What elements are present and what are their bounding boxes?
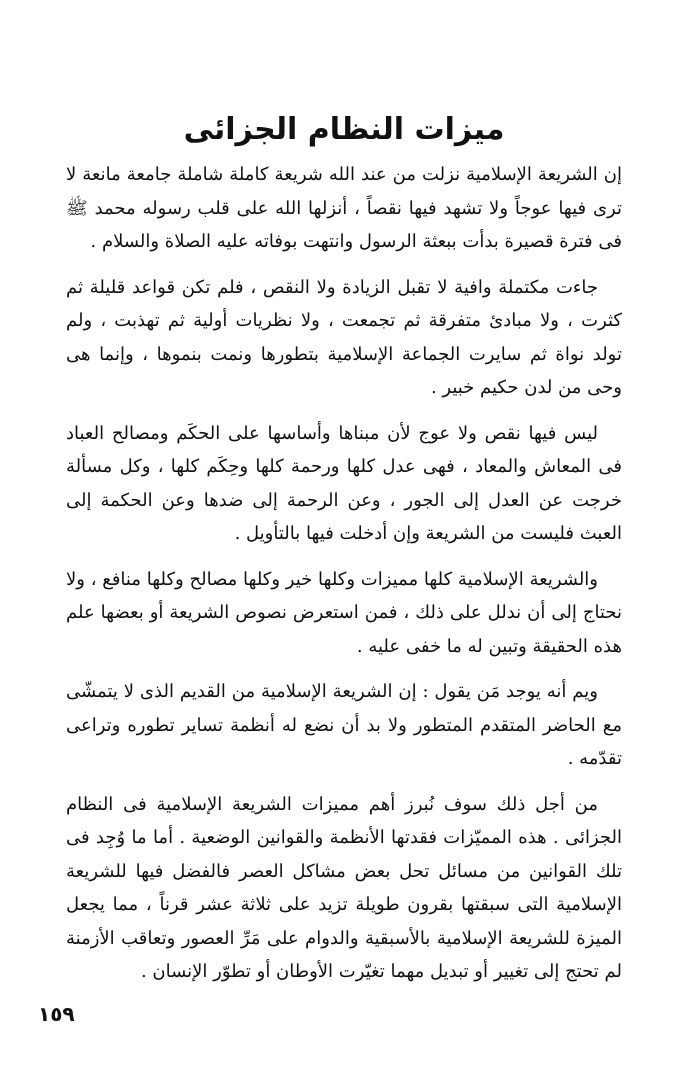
paragraph: والشريعة الإسلامية كلها مميزات وكلها خير وكلها مصالح وكلها منافع ، ولا نحتاج إلى أن ندلل على ذلك ، فمن استعرض نصوص الشريعة أو بعضها علم هذه الحقيقة وتبين له ما خفى عليه . — [66, 568, 622, 657]
page-number: ١٥٩ — [38, 1002, 75, 1026]
paragraph: من أجل ذلك سوف نُبرز أهم مميزات الشريعة الإسلامية فى النظام الجزائى . هذه المميّزات فقدتها الأنظمة والقوانين الوضعية . أما ما وُجِد فى تلك القوانين من مسائل تحل بعض مشاكل العصر فالفضل فيها للشريعة الإسلامية التى سبقتها بقرون طويلة تزيد على ثلاثة عشر قرناً ، مما يجعل الميزة للشريعة الإسلامية بالأسبقية والدوام على مَرِّ العصور وتعاقب الأزمنة لم تحتج إلى تغيير أو تبديل مهما تغيّرت الأوطان أو تطوّر الإنسان . — [66, 793, 622, 982]
paragraph: إن الشريعة الإسلامية نزلت من عند الله شريعة كاملة شاملة جامعة مانعة لا ترى فيها عوجاً ولا تشهد فيها نقصاً ، أنزلها الله على قلب رسوله محمد ﷺ فى فترة قصيرة بدأت ببعثة الرسول وانتهت بوفاته عليه الصلاة والسلام . — [66, 164, 622, 252]
document-page — [66, 108, 622, 1068]
page-title: ميزات النظام الجزائى — [183, 112, 505, 147]
paragraph: جاءت مكتملة وافية لا تقبل الزيادة ولا النقص ، فلم تكن قواعد قليلة ثم كثرت ، ولا مبادئ متفرقة ثم تجمعت ، ولا نظريات أولية ثم تهذبت ، ولم تولد نواة ثم سايرت الجماعة الإسلامية بتطورها ونمت بنموها ، وإنما هى وحى من لدن حكيم خبير . — [66, 276, 622, 398]
paragraph: ويم أنه يوجد مَن يقول : إن الشريعة الإسلامية من القديم الذى لا يتمشّى مع الحاضر المتقدم المتطور ولا بد أن نضع له أنظمة تساير تطوره وتراعى تقدّمه . — [66, 681, 622, 769]
paragraph: ليس فيها نقص ولا عوج لأن مبناها وأساسها على الحكَم ومصالح العباد فى المعاش والمعاد ، فهى عدل كلها ورحمة كلها وحِكَم كلها ، وكل مسألة خرجت عن العدل إلى الجور ، وعن الرحمة إلى ضدها وعن الحكمة إلى العبث فليست من الشريعة وإن أدخلت فيها بالتأويل . — [66, 422, 622, 544]
